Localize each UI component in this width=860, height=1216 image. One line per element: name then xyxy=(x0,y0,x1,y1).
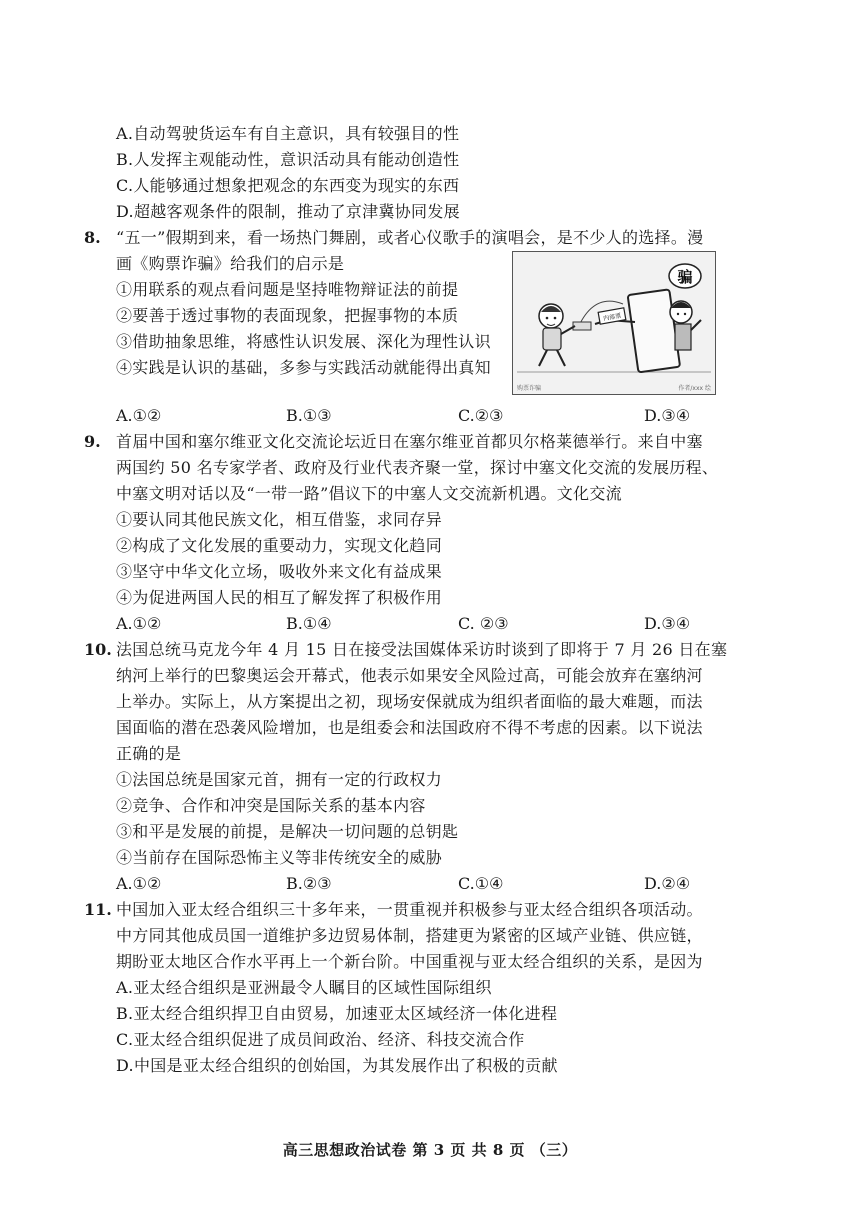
q9-statement-4: ④为促进两国人民的相互了解发挥了积极作用 xyxy=(116,588,443,607)
q7-option-c: C.人能够通过想象把观念的东西变为现实的东西 xyxy=(116,176,460,195)
q9-statement-2: ②构成了文化发展的重要动力，实现文化趋同 xyxy=(116,536,443,555)
q8-statement-4: ④实践是认识的基础，多参与实践活动就能得出真知 xyxy=(116,358,491,377)
q11-option-d: D.中国是亚太经合组织的创始国，为其发展作出了积极的贡献 xyxy=(116,1056,558,1075)
q11-number: 11. xyxy=(84,900,112,919)
cartoon-drawing xyxy=(513,252,715,394)
q10-stem-line: 纳河上举行的巴黎奥运会开幕式，他表示如果安全风险过高，可能会放弃在塞纳河 xyxy=(116,666,703,685)
q10-stem-line: 上举办。实际上，从方案提出之初，现场安保就成为组织者面临的最大难题，而法 xyxy=(116,692,703,711)
q9-choice-a: A.①② xyxy=(116,614,162,633)
cartoon-caption-left: 购票诈骗 xyxy=(517,385,542,392)
page-footer: 高三思想政治试卷 第 3 页 共 8 页 （三） xyxy=(282,1141,578,1159)
q8-statement-3: ③借助抽象思维，将感性认识发展、深化为理性认识 xyxy=(116,332,491,351)
q9-stem-line: 中塞文明对话以及“一带一路”倡议下的中塞人文交流新机遇。文化交流 xyxy=(116,484,622,503)
fraud-cartoon-image xyxy=(512,251,716,395)
q11-option-a: A.亚太经合组织是亚洲最令人瞩目的区域性国际组织 xyxy=(116,978,492,997)
q8-choice-b: B.①③ xyxy=(286,406,332,425)
money-icon xyxy=(573,322,591,330)
q10-choice-b: B.②③ xyxy=(286,874,332,893)
q10-stem-line: 国面临的潜在恐袭风险增加，也是组委会和法国政府不得不考虑的因素。以下说法 xyxy=(116,718,703,737)
q10-statement-4: ④当前存在国际恐怖主义等非传统安全的威胁 xyxy=(116,848,443,867)
q9-choice-d: D.③④ xyxy=(644,614,691,633)
cartoon-caption-right: 作者/xxx 绘 xyxy=(678,385,711,392)
q9-choice-c: C. ②③ xyxy=(458,614,509,633)
q10-choice-a: A.①② xyxy=(116,874,162,893)
q8-stem-line: 画《购票诈骗》给我们的启示是 xyxy=(116,254,345,273)
q7-option-b: B.人发挥主观能动性，意识活动具有能动创造性 xyxy=(116,150,460,169)
q11-option-b: B.亚太经合组织捍卫自由贸易，加速亚太区域经济一体化进程 xyxy=(116,1004,558,1023)
q10-stem-line: 法国总统马克龙今年 4 月 15 日在接受法国媒体采访时谈到了即将于 7 月 26 日在塞 xyxy=(116,640,728,659)
q8-statement-1: ①用联系的观点看问题是坚持唯物辩证法的前提 xyxy=(116,280,459,299)
q8-stem-line: “五一”假期到来，看一场热门舞剧，或者心仪歌手的演唱会，是不少人的选择。漫 xyxy=(116,228,704,247)
q7-option-a: A.自动驾驶货运车有自主意识，具有较强目的性 xyxy=(116,124,460,143)
q11-option-c: C.亚太经合组织促进了成员间政治、经济、科技交流合作 xyxy=(116,1030,525,1049)
q10-choice-d: D.②④ xyxy=(644,874,691,893)
q9-stem-line: 首届中国和塞尔维亚文化交流论坛近日在塞尔维亚首都贝尔格莱德举行。来自中塞 xyxy=(116,432,703,451)
q8-choice-d: D.③④ xyxy=(644,406,691,425)
q10-number: 10. xyxy=(84,640,112,659)
q8-choice-a: A.①② xyxy=(116,406,162,425)
q8-choice-c: C.②③ xyxy=(458,406,504,425)
q9-statement-1: ①要认同其他民族文化，相互借鉴，求同存异 xyxy=(116,510,443,529)
speech-bubble-text: 骗 xyxy=(677,268,693,286)
q11-stem-line: 中国加入亚太经合组织三十多年来，一贯重视并积极参与亚太经合组织各项活动。 xyxy=(116,900,703,919)
q7-option-d: D.超越客观条件的限制，推动了京津冀协同发展 xyxy=(116,202,460,221)
q9-stem-line: 两国约 50 名专家学者、政府及行业代表齐聚一堂，探讨中塞文化交流的发展历程、 xyxy=(116,458,719,477)
q9-choice-b: B.①④ xyxy=(286,614,332,633)
q10-stem-line: 正确的是 xyxy=(116,744,182,763)
q10-statement-1: ①法国总统是国家元首，拥有一定的行政权力 xyxy=(116,770,443,789)
q8-statement-2: ②要善于透过事物的表面现象，把握事物的本质 xyxy=(116,306,459,325)
ticket-label: 内部票 xyxy=(602,312,622,323)
q11-stem-line: 期盼亚太地区合作水平再上一个新台阶。中国重视与亚太经合组织的关系，是因为 xyxy=(116,952,703,971)
q10-statement-3: ③和平是发展的前提，是解决一切问题的总钥匙 xyxy=(116,822,459,841)
q10-statement-2: ②竞争、合作和冲突是国际关系的基本内容 xyxy=(116,796,426,815)
q9-statement-3: ③坚守中华文化立场，吸收外来文化有益成果 xyxy=(116,562,443,581)
q9-number: 9. xyxy=(84,432,101,451)
q8-number: 8. xyxy=(84,228,101,247)
q10-choice-c: C.①④ xyxy=(458,874,504,893)
q11-stem-line: 中方同其他成员国一道维护多边贸易体制，搭建更为紧密的区域产业链、供应链， xyxy=(116,926,703,945)
